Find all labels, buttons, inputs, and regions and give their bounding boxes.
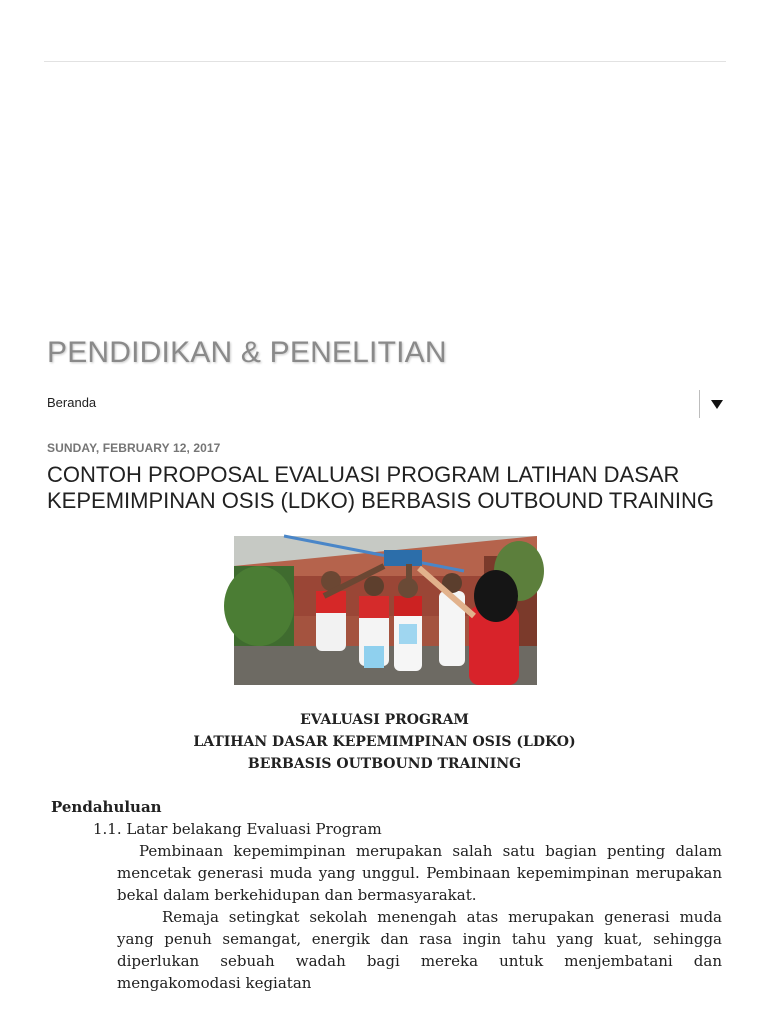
nav-menu-toggle[interactable]: [707, 394, 727, 414]
document-heading-line: EVALUASI PROGRAM: [300, 712, 469, 728]
post-title[interactable]: CONTOH PROPOSAL EVALUASI PROGRAM LATIHAN DASAR KEPEMIMPINAN OSIS (LDKO) BERBASIS OUTBOUND TRAINING: [47, 462, 715, 513]
document-heading-line: BERBASIS OUTBOUND TRAINING: [247, 756, 522, 772]
section-title: Pendahuluan: [51, 798, 162, 816]
body-paragraph: Remaja setingkat sekolah menengah atas merupakan generasi muda yang penuh semangat, energik dan rasa ingin tahu yang kuat, sehingga diperlukan sebuah wadah bagi mereka untuk menjembatani dan mengakomodasi kegiatan: [117, 908, 722, 992]
caret-down-icon: [711, 400, 723, 409]
nav-bar: [47, 390, 727, 418]
post-image[interactable]: [234, 536, 537, 685]
subsection-title: 1.1. Latar belakang Evaluasi Program: [93, 820, 382, 838]
blog-title[interactable]: PENDIDIKAN & PENELITIAN: [47, 336, 447, 369]
post-date: SUNDAY, FEBRUARY 12, 2017: [47, 441, 221, 455]
nav-divider: [699, 390, 700, 418]
document-heading-line: LATIHAN DASAR KEPEMIMPINAN OSIS (LDKO): [193, 734, 576, 750]
header-divider: [44, 61, 726, 62]
nav-item-beranda[interactable]: Beranda: [47, 395, 97, 410]
body-paragraph: Pembinaan kepemimpinan merupakan salah satu bagian penting dalam mencetak generasi muda yang unggul. Pembinaan kepemimpinan merupakan bekal dalam berkehidupan dan bermasyarakat.: [117, 842, 722, 904]
document-heading: [47, 709, 722, 775]
